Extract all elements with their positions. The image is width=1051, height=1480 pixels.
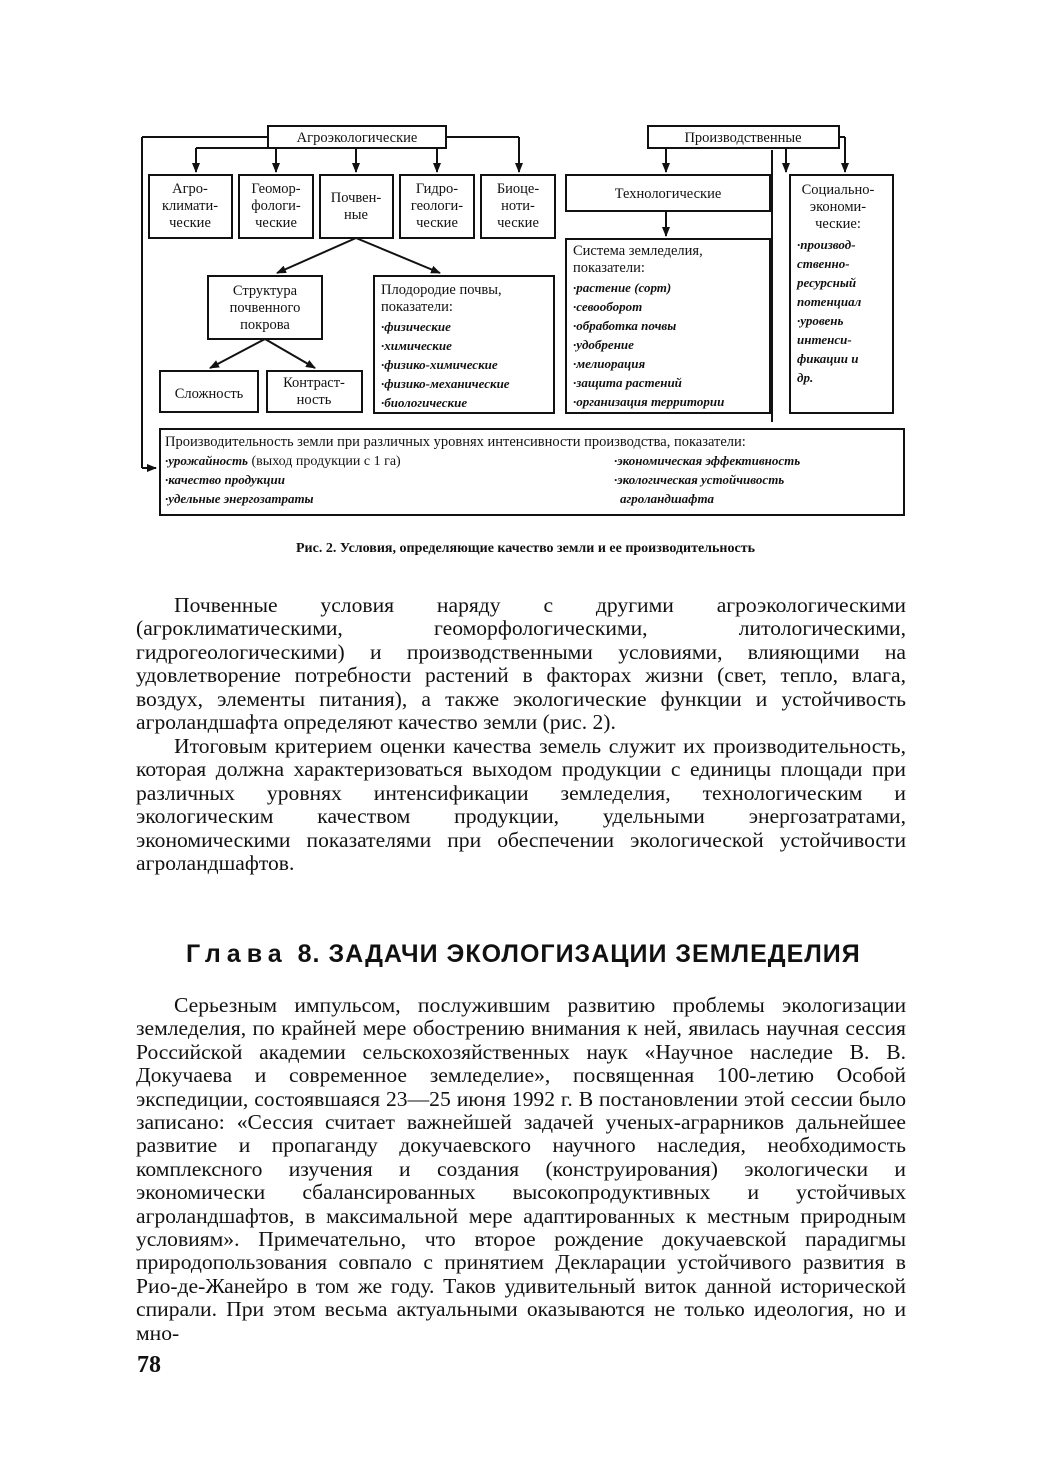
chapter-heading <box>186 940 861 969</box>
biocenotic-box: Биоце-ноти-ческие <box>496 181 540 231</box>
paragraph-1: Почвенные условия наряду с другими агроэкологическими (агроклиматическими, геоморфологическими, литологическими, гидрогеологическими) и производственными условиями, влияющими на удовлетворение потребности растений в факторах жизни (свет, тепло, влага, воздух, элементы питания), а также экологические функции и устойчивость агроландшафта определяют качество земли (рис. 2). <box>136 593 906 735</box>
fertility-title: Плодородие почвы, показатели: <box>381 282 502 315</box>
contrast-box: Контраст-ность <box>283 375 345 408</box>
geomorphologic-box: Геомор-фологи-ческие <box>251 181 301 231</box>
socio-economic-title: Социально-экономи-ческие: <box>801 182 875 232</box>
page-number: 78 <box>137 1352 161 1378</box>
productivity-right-2: ·экологическая устойчивость <box>614 472 785 487</box>
paragraph-3: Серьезным импульсом, послужившим развитию проблемы экологизации земледелия, по крайней мере обострению внимания к ней, явилась научная сессия Российской академии сельскохозяйственных наук «Научное наследие В. В. Докучаева и современное земледелие», посвященная 100-летию Особой экспедиции, состоявшаяся 23—25 июня 1992 г. В постановлении этой сессии было записано: «Сессия считает важнейшей задачей ученых-аграрников дальнейшее развитие и пропаганду докучаевского научного наследия, необходимость комплексного изучения и создания (конструирования) экологически и экономически сбалансированных высокопродуктивных и устойчивых агроландшафтов, в максимальной мере адаптированных к местным природным условиям». Примечательно, что второе рождение докучаевской парадигмы природопользования совпало с принятием Декларации устойчивого развития в Рио-де-Жанейро в том же году. Таков удивительный виток данной исторической спирали. При этом весьма актуальными оказываются не только идеология, но и мно- <box>136 993 906 1345</box>
paragraph-2: Итоговым критерием оценки качества земель служит их производительность, которая должна характеризоваться выходом продукции с единицы площади при различных уровнях интенсификации земледелия, технологическим и экологическим качеством продукции, удельными энергозатратами, экономическими показателями при обеспечении экологической устойчивости агроландшафтов. <box>136 734 906 876</box>
complexity-box: Сложность <box>174 386 244 402</box>
soil-structure-box: Структура почвенного покрова <box>229 283 301 333</box>
productivity-right-3: агроландшафта <box>620 491 715 506</box>
socio-economic-list: ·производ- ственно- ресурсный потенциал ·уровень интенси- фикации и др. <box>797 237 862 385</box>
figure-caption: Рис. 2. Условия, определяющие качество земли и ее производительность <box>295 541 755 556</box>
technological-box: Технологические <box>614 186 722 202</box>
agroclimatic-box: Агро-климати-ческие <box>161 181 219 231</box>
productivity-left-3: ·удельные энергозатраты <box>165 491 314 506</box>
agro-header: Агроэкологические <box>296 130 418 146</box>
chapter-title: 8. ЗАДАЧИ ЭКОЛОГИЗАЦИИ ЗЕМЛЕДЕЛИЯ <box>297 940 861 968</box>
productivity-right-1: ·экономическая эффективность <box>614 453 801 468</box>
prod-header: Производственные <box>684 130 802 146</box>
soil-box: Почвен-ные <box>330 190 382 223</box>
productivity-title: Производительность земли при различных уровнях интенсивности производства, показатели: <box>165 434 746 450</box>
hydrogeologic-box: Гидро-геологи-ческие <box>410 181 464 231</box>
fertility-list: ·физические ·химические ·физико-химические ·физико-механические ·биологические <box>381 319 510 410</box>
productivity-left-1: ·урожайность (выход продукции с 1 га) <box>165 453 401 469</box>
farming-system-list: ·растение (сорт) ·севооборот ·обработка почвы ·удобрение ·мелиорация ·защита растений ·организация территории <box>573 280 725 409</box>
figure-diagram <box>0 0 1051 530</box>
farming-system-title: Система земледелия, показатели: <box>573 243 703 276</box>
productivity-left-2: ·качество продукции <box>165 472 285 487</box>
chapter-word: Глава <box>186 940 288 968</box>
